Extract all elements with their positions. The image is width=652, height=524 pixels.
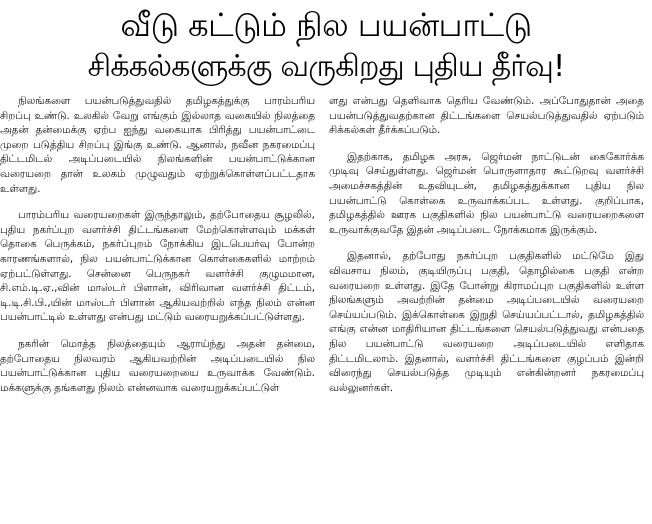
paragraph-5: இதனால், தற்போது நகர்ப்புற பகுதிகளில் மட்டுமே இது விவசாய நிலம், குடியிருப்பு பகுதி, தொழில்கை பகுதி என்ற வரையறை உள்ளது. இதே போன்று கிராமப்புற பகுதிகளில் உள்ள நிலங்களும் அவற்றின் தன்மை அடிப்படையில் வரையறை செய்யப்படும். இக்கொள்கை இறுதி செய்யப்பட்டால், தமிழகத்தில் எங்கு என்ன மாதிரியான திட்டங்களை செயல்படுத்துவது என்பதை நில பயன்பாட்டு வரையறை அடிப்படையில் எளிதாக திட்டமிடலாம். இதனால், வளர்ச்சி திட்டங்களை குழப்பம் இன்றி விரைந்து செயல்படுத்த முடியும் என்கின்றனர் நகரமைப்பு வல்லுனர்கள். [329, 250, 644, 394]
headline [0, 0, 652, 88]
right-column [329, 94, 644, 407]
article-body [0, 94, 652, 407]
paragraph-1: நிலங்களை பயன்படுத்துவதில் தமிழகத்துக்கு பாரம்பரிய சிறப்பு உண்டு. உலகில் வேறு எங்கும் இல்லாத வகையில் நிலத்தை அதன் தன்மைக்கு ஏற்ப ஐந்து வகையாக பிரித்து பயன்பாட்டை முறை படுத்திய சிறப்பு இங்கு உண்டு. ஆனால், நவீன நகரமைப்பு திட்டமிடல் அடிப்படையில் நிலங்களின் பயன்பாட்டுக்கான வரையறை தான் உலகம் முழுவதும் ஏற்றுக்கொள்ளப்பட்டதாக உள்ளது. [0, 95, 315, 195]
left-column [0, 94, 315, 407]
paragraph-3: நகரின் மொத்த நிலத்தையும் ஆராய்ந்து அதன் தன்மை, தற்போதைய நிலவரம் ஆகியவற்றின் அடிப்படையில் நில பயன்பாட்டுக்கான புதிய வரையறையை உருவாக்க வேண்டும். மக்களுக்கு தங்களது நிலம் என்னவாக வரையறுக்கப்பட்டுள் [0, 337, 315, 394]
paragraph-2: பாரம்பரிய வரையறைகள் இருந்தாலும், தற்போதைய சூழலில், புதிய நகர்ப்புற வளர்ச்சி திட்டங்களை மேற்கொள்ளவும் மக்கள் தொகை பெருக்கம், நகர்ப்புறம் நோக்கிய இடபெயர்வு போன்ற காரணங்களால், நில பயன்பாட்டுக்கான கொள்கைகளில் மாற்றம் ஏற்பட்டுள்ளது. சென்னை பெருநகர் வளர்ச்சி குழுமமான, சி.எம்.டி.ஏ.,வின் மாஸ்டர் பிளான், விரிவான வளர்ச்சி திட்டம், டி.டி.சி.பி.,யின் மாஸ்டர் பிளான் ஆகியவற்றில் எந்த நிலம் என்ன பயன்பாட்டில் உள்ளது என்பது மட்டும் வரையறுக்கப்பட்டுள்ளது. [0, 209, 315, 324]
headline-line-1: வீடு கட்டும் நில பயன்பாட்டு [120, 6, 532, 44]
paragraph-4: இதற்காக, தமிழக அரசு, ஜெர்மன் நாட்டுடன் கைகோர்க்க முடிவு செய்துள்ளது. ஜெர்மன் பொருளாதார கூட்டுறவு வளர்ச்சி அமைச்சகத்தின் உதவியுடன், தமிழகத்துக்கான புதிய நில பயன்பாட்டு கொள்கை உருவாக்கப்பட உள்ளது. குறிப்பாக, தமிழகத்தில் ஊரக பகுதிகளில் நில பயன்பாட்டு வரையறைகளை உருவாக்குவதே இதன் அடிப்படை நோக்கமாக இருக்கும். [329, 150, 644, 236]
headline-line-2: சிக்கல்களுக்கு வருகிறது புதிய தீர்வு! [87, 49, 565, 84]
paragraph-3-continued: ளது என்பது தெளிவாக தெரிய வேண்டும். அப்போதுதான் அதை பயன்படுத்துவதற்கான திட்டங்களை செயல்படுத்துவதில் ஏற்படும் சிக்கல்கள் தீர்க்கப்படும். [329, 95, 644, 137]
